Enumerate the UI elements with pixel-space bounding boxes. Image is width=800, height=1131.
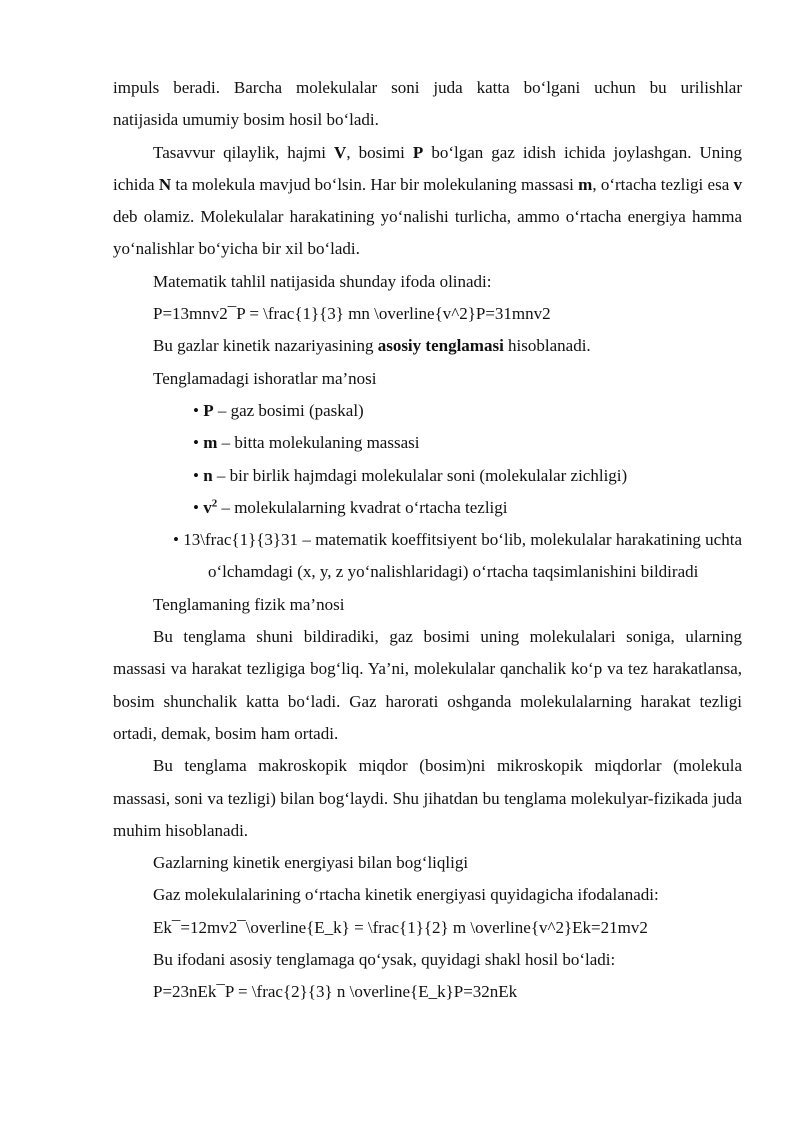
list-item [193, 460, 742, 492]
page-content [113, 72, 742, 1009]
formula-pressure: P=13mnv2¯P = \frac{1}{3} mn \overline{v^2}P=31mnv2 [153, 304, 551, 324]
list-text: – bir birlik hajmdagi molekulalar soni (molekulalar zichligi) [212, 465, 628, 485]
term-basic-equation: asosiy tenglamasi [377, 336, 504, 356]
list-item [193, 427, 742, 459]
text-run: Tasavvur qilaylik, hajmi [153, 142, 335, 162]
paragraph-analysis-intro: Matematik tahlil natijasida shunday ifoda olinadi: [153, 271, 492, 291]
paragraph-kinetic-energy-intro: Gaz molekulalarining o‘rtacha kinetik energiyasi quyidagicha ifodalanadi: [153, 885, 659, 905]
symbol-velocity: v [733, 174, 743, 194]
list-symbol: n [203, 465, 213, 485]
bullet-marker: • [173, 530, 179, 550]
bullet-marker: • [193, 497, 199, 517]
formula-pressure-energy: P=23nEk¯P = \frac{2}{3} n \overline{E_k}P=32nEk [153, 982, 518, 1002]
symbol-count: N [158, 174, 172, 194]
heading-physical-meaning: Tenglamaning fizik ma’nosi [153, 594, 345, 614]
bullet-marker: • [193, 465, 199, 485]
text-run: Bu gazlar kinetik nazariyasining [153, 336, 378, 356]
paragraph-gas-vessel [113, 137, 742, 266]
paragraph-physical-meaning: Bu tenglama shuni bildiradiki, gaz bosimi uning molekulalari soniga, ularning massasi va harakat tezligiga bog‘liq. Ya’ni, molekulalar qanchalik ko‘p va tez harakatlansa, bosim shunchalik katta bo‘ladi. Gaz harorati oshganda molekulalarning harakat tezligi ortadi, demak, bosim ham ortadi. [113, 627, 742, 743]
formula-kinetic-energy: Ek¯=12mv2¯\overline{E_k} = \frac{1}{2} m \overline{v^2}Ek=21mv2 [153, 917, 648, 937]
list-item [173, 524, 742, 589]
list-text: – gaz bosimi (paskal) [213, 400, 364, 420]
list-symbol: P [203, 400, 214, 420]
symbol-base: v [203, 497, 212, 517]
paragraph-continuation-line2: natijasida umumiy bosim hosil bo‘ladi. [113, 110, 379, 130]
heading-symbols-meaning: Tenglamadagi ishoratlar ma’nosi [153, 368, 377, 388]
symbol-pressure: P [412, 142, 424, 162]
paragraph-continuation-line1: impuls beradi. Barcha molekulalar soni juda katta bo‘lgani uchun bu urilishlar [113, 78, 742, 97]
text-run: deb olamiz. Molekulalar harakatining yo‘nalishi turlicha, ammo o‘rtacha energiya hamma yo‘nalishlar bo‘yicha bir xil bo‘ladi. [113, 207, 742, 259]
text-run: ta molekula mavjud bo‘lsin. Har bir molekulaning massasi [171, 174, 579, 194]
list-item [193, 492, 742, 524]
list-symbol: m [203, 433, 218, 453]
paragraph-basic-equation [113, 330, 742, 362]
paragraph-macro-micro: Bu tenglama makroskopik miqdor (bosim)ni mikroskopik miqdorlar (molekula massasi, soni va tezligi) bilan bog‘laydi. Shu jihatdan bu tenglama molekulyar-fizikada juda muhim hisoblanadi. [113, 756, 742, 840]
text-run: , bosimi [346, 142, 413, 162]
heading-kinetic-energy: Gazlarning kinetik energiyasi bilan bog‘liqligi [153, 853, 469, 873]
bullet-marker: • [193, 433, 199, 453]
symbol-exponent: 2 [211, 497, 218, 510]
list-item [193, 395, 742, 427]
text-run: bo‘lgan gaz idish ichida joylashgan. Uning ichida [113, 142, 742, 194]
list-text: – bitta molekulaning massasi [217, 433, 420, 453]
list-symbol [203, 498, 217, 517]
symbol-volume: V [334, 142, 347, 162]
list-text: – molekulalarning kvadrat o‘rtacha tezligi [217, 497, 508, 517]
text-run: , o‘rtacha tezligi esa [592, 174, 734, 194]
list-text: 13\frac{1}{3}31 – matematik koeffitsiyent bo‘lib, molekulalar harakatining uchta o‘lchamdagi (x, y, z yo‘nalishlaridagi) o‘rtacha taqsimlanishini bildiradi [183, 530, 742, 582]
symbol-mass: m [578, 174, 593, 194]
paragraph-substitution: Bu ifodani asosiy tenglamaga qo‘ysak, quyidagi shakl hosil bo‘ladi: [153, 950, 616, 970]
text-run: hisoblanadi. [503, 336, 591, 356]
symbols-list [113, 395, 742, 589]
bullet-marker: • [193, 400, 199, 420]
